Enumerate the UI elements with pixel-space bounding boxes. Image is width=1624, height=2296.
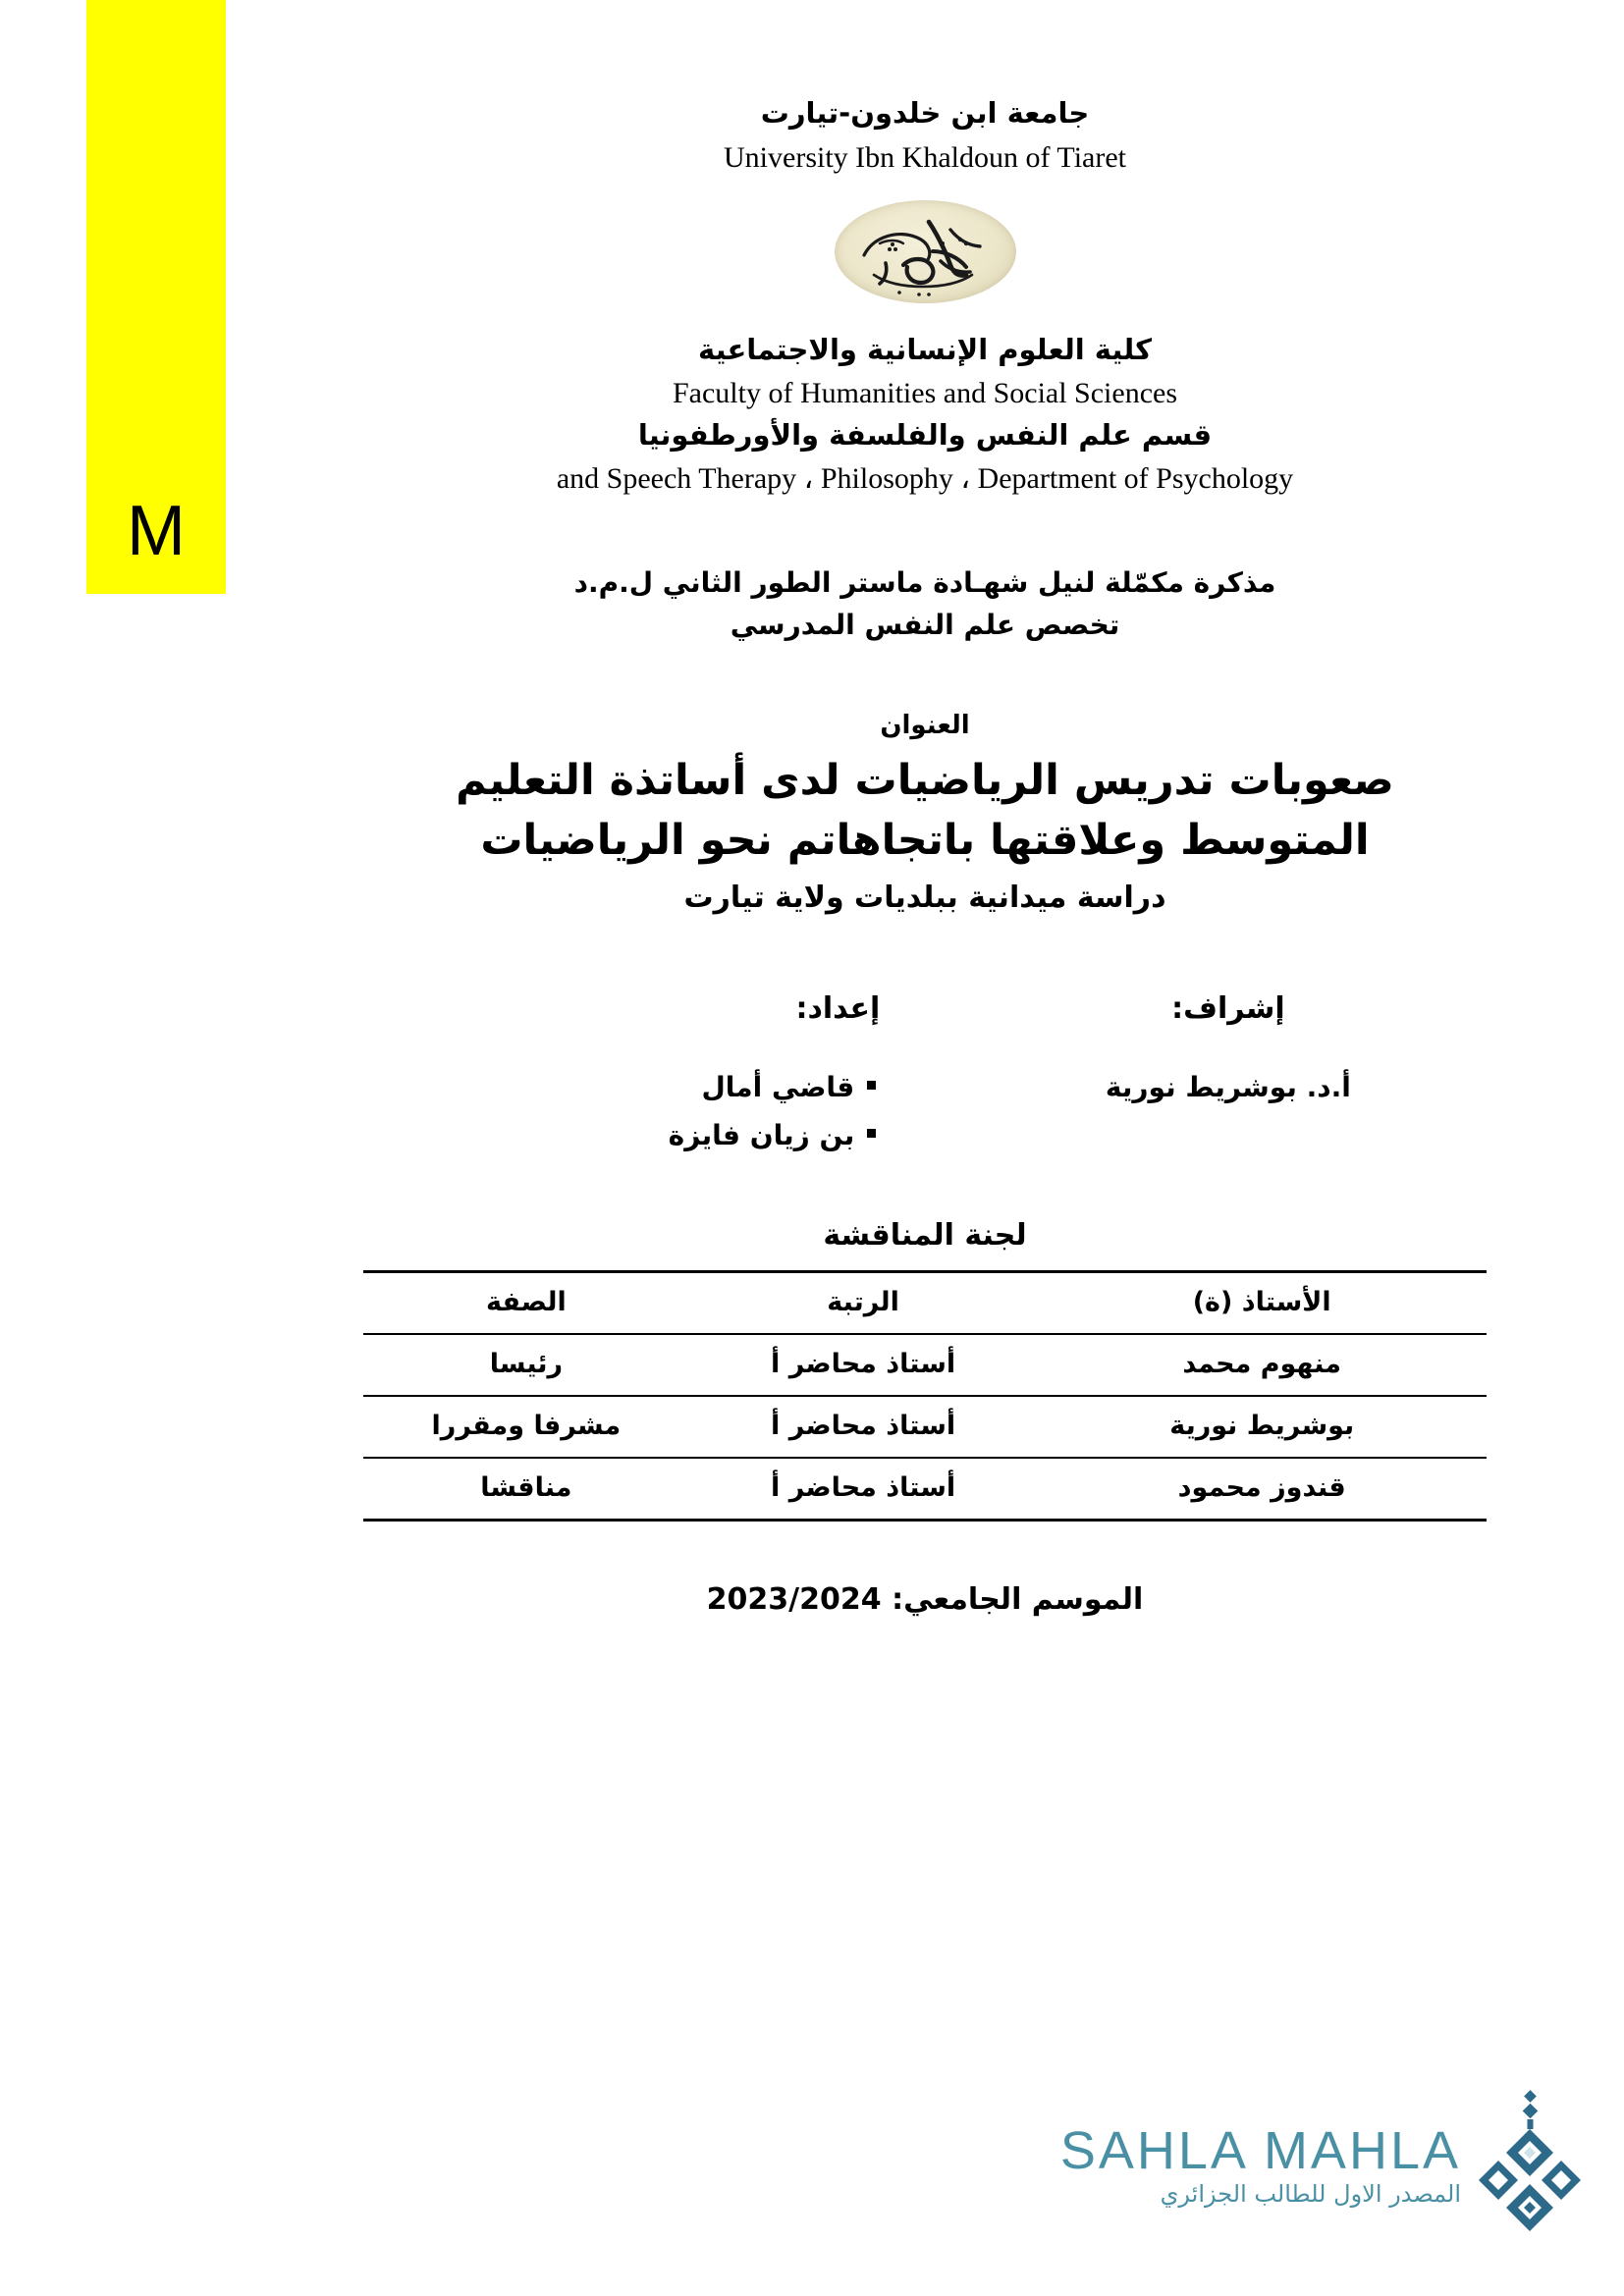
table-row [363, 1396, 1487, 1458]
table-header-row [363, 1271, 1487, 1334]
jury-title: لجنة المناقشة [823, 1217, 1027, 1253]
list-item: بن زيان فايزة [363, 1111, 880, 1159]
faculty-name-english: Faculty of Humanities and Social Sciences [672, 376, 1178, 409]
table-row [363, 1334, 1487, 1396]
degree-line-2: تخصص علم النفس المدرسي [730, 609, 1120, 642]
watermark-wordmark: SAHLA MAHLA [1059, 2120, 1461, 2180]
amazigh-diamond-emblem-icon [1475, 2090, 1585, 2242]
jury-table [363, 1270, 1487, 1522]
department-name-arabic: قسم علم النفس والفلسفة والأورطفونيا [637, 418, 1213, 453]
faculty-name-arabic: كلية العلوم الإنسانية والاجتماعية [698, 332, 1152, 366]
authors-list [363, 1063, 880, 1159]
header-block [363, 0, 1487, 303]
jury-member-rank: أستاذ محاضر أ [689, 1396, 1038, 1458]
list-item: قاضي أمال [363, 1063, 880, 1111]
authors-column [363, 988, 880, 1159]
seal-icon [835, 200, 1016, 303]
supervisor-column [970, 988, 1487, 1111]
jury-member-rank: أستاذ محاضر أ [689, 1458, 1038, 1521]
department-name-english: and Speech Therapy ، Philosophy ، Department of Psychology [556, 462, 1294, 496]
jury-member-role: رئيسا [363, 1334, 689, 1396]
university-name-arabic: جامعة ابن خلدون-تيارت [760, 96, 1090, 130]
university-logo [835, 200, 1016, 303]
column-header-rank: الرتبة [689, 1271, 1038, 1334]
academic-year: الموسم الجامعي: 2023/2024 [706, 1581, 1144, 1617]
supervisor-name: أ.د. بوشريط نورية [1105, 1070, 1351, 1103]
university-name-english: University Ibn Khaldoun of Tiaret [724, 141, 1126, 175]
thesis-title: صعوبات تدريس الرياضيات لدى أساتذة التعليم المتوسط وعلاقتها باتجاهاتم نحو الرياضيات [456, 755, 1394, 865]
contributors-block [363, 988, 1487, 1159]
jury-member-role: مناقشا [363, 1458, 689, 1521]
jury-member-role: مشرفا ومقررا [363, 1396, 689, 1458]
column-header-role: الصفة [363, 1271, 689, 1334]
faculty-block [363, 329, 1487, 501]
jury-member-name: بوشريط نورية [1037, 1396, 1487, 1458]
watermark-tagline: المصدر الاول للطالب الجزائري [1160, 2180, 1461, 2209]
degree-line-1: مذكرة مكمّلة لنيل شهـادة ماستر الطور الثاني ل.م.د [573, 565, 1276, 599]
supervisor-heading: إشراف: [1171, 990, 1285, 1026]
annotation-letter: M [127, 492, 186, 570]
jury-member-name: قندوز محمود [1037, 1458, 1487, 1521]
title-block [363, 708, 1487, 920]
document-page [226, 0, 1624, 2296]
table-row [363, 1458, 1487, 1521]
jury-member-rank: أستاذ محاضر أ [689, 1334, 1038, 1396]
yellow-annotation-box [86, 0, 226, 594]
sahla-mahla-watermark [1059, 2082, 1585, 2249]
title-label: العنوان [880, 710, 970, 740]
jury-member-name: منهوم محمد [1037, 1334, 1487, 1396]
authors-heading: إعداد: [795, 990, 881, 1026]
degree-statement [363, 561, 1487, 647]
column-header-professor: الأستاذ (ة) [1037, 1271, 1487, 1334]
thesis-subtitle: دراسة ميدانية ببلديات ولاية تيارت [683, 881, 1166, 915]
academic-year-block [363, 1582, 1487, 1617]
jury-block [363, 1218, 1487, 1522]
